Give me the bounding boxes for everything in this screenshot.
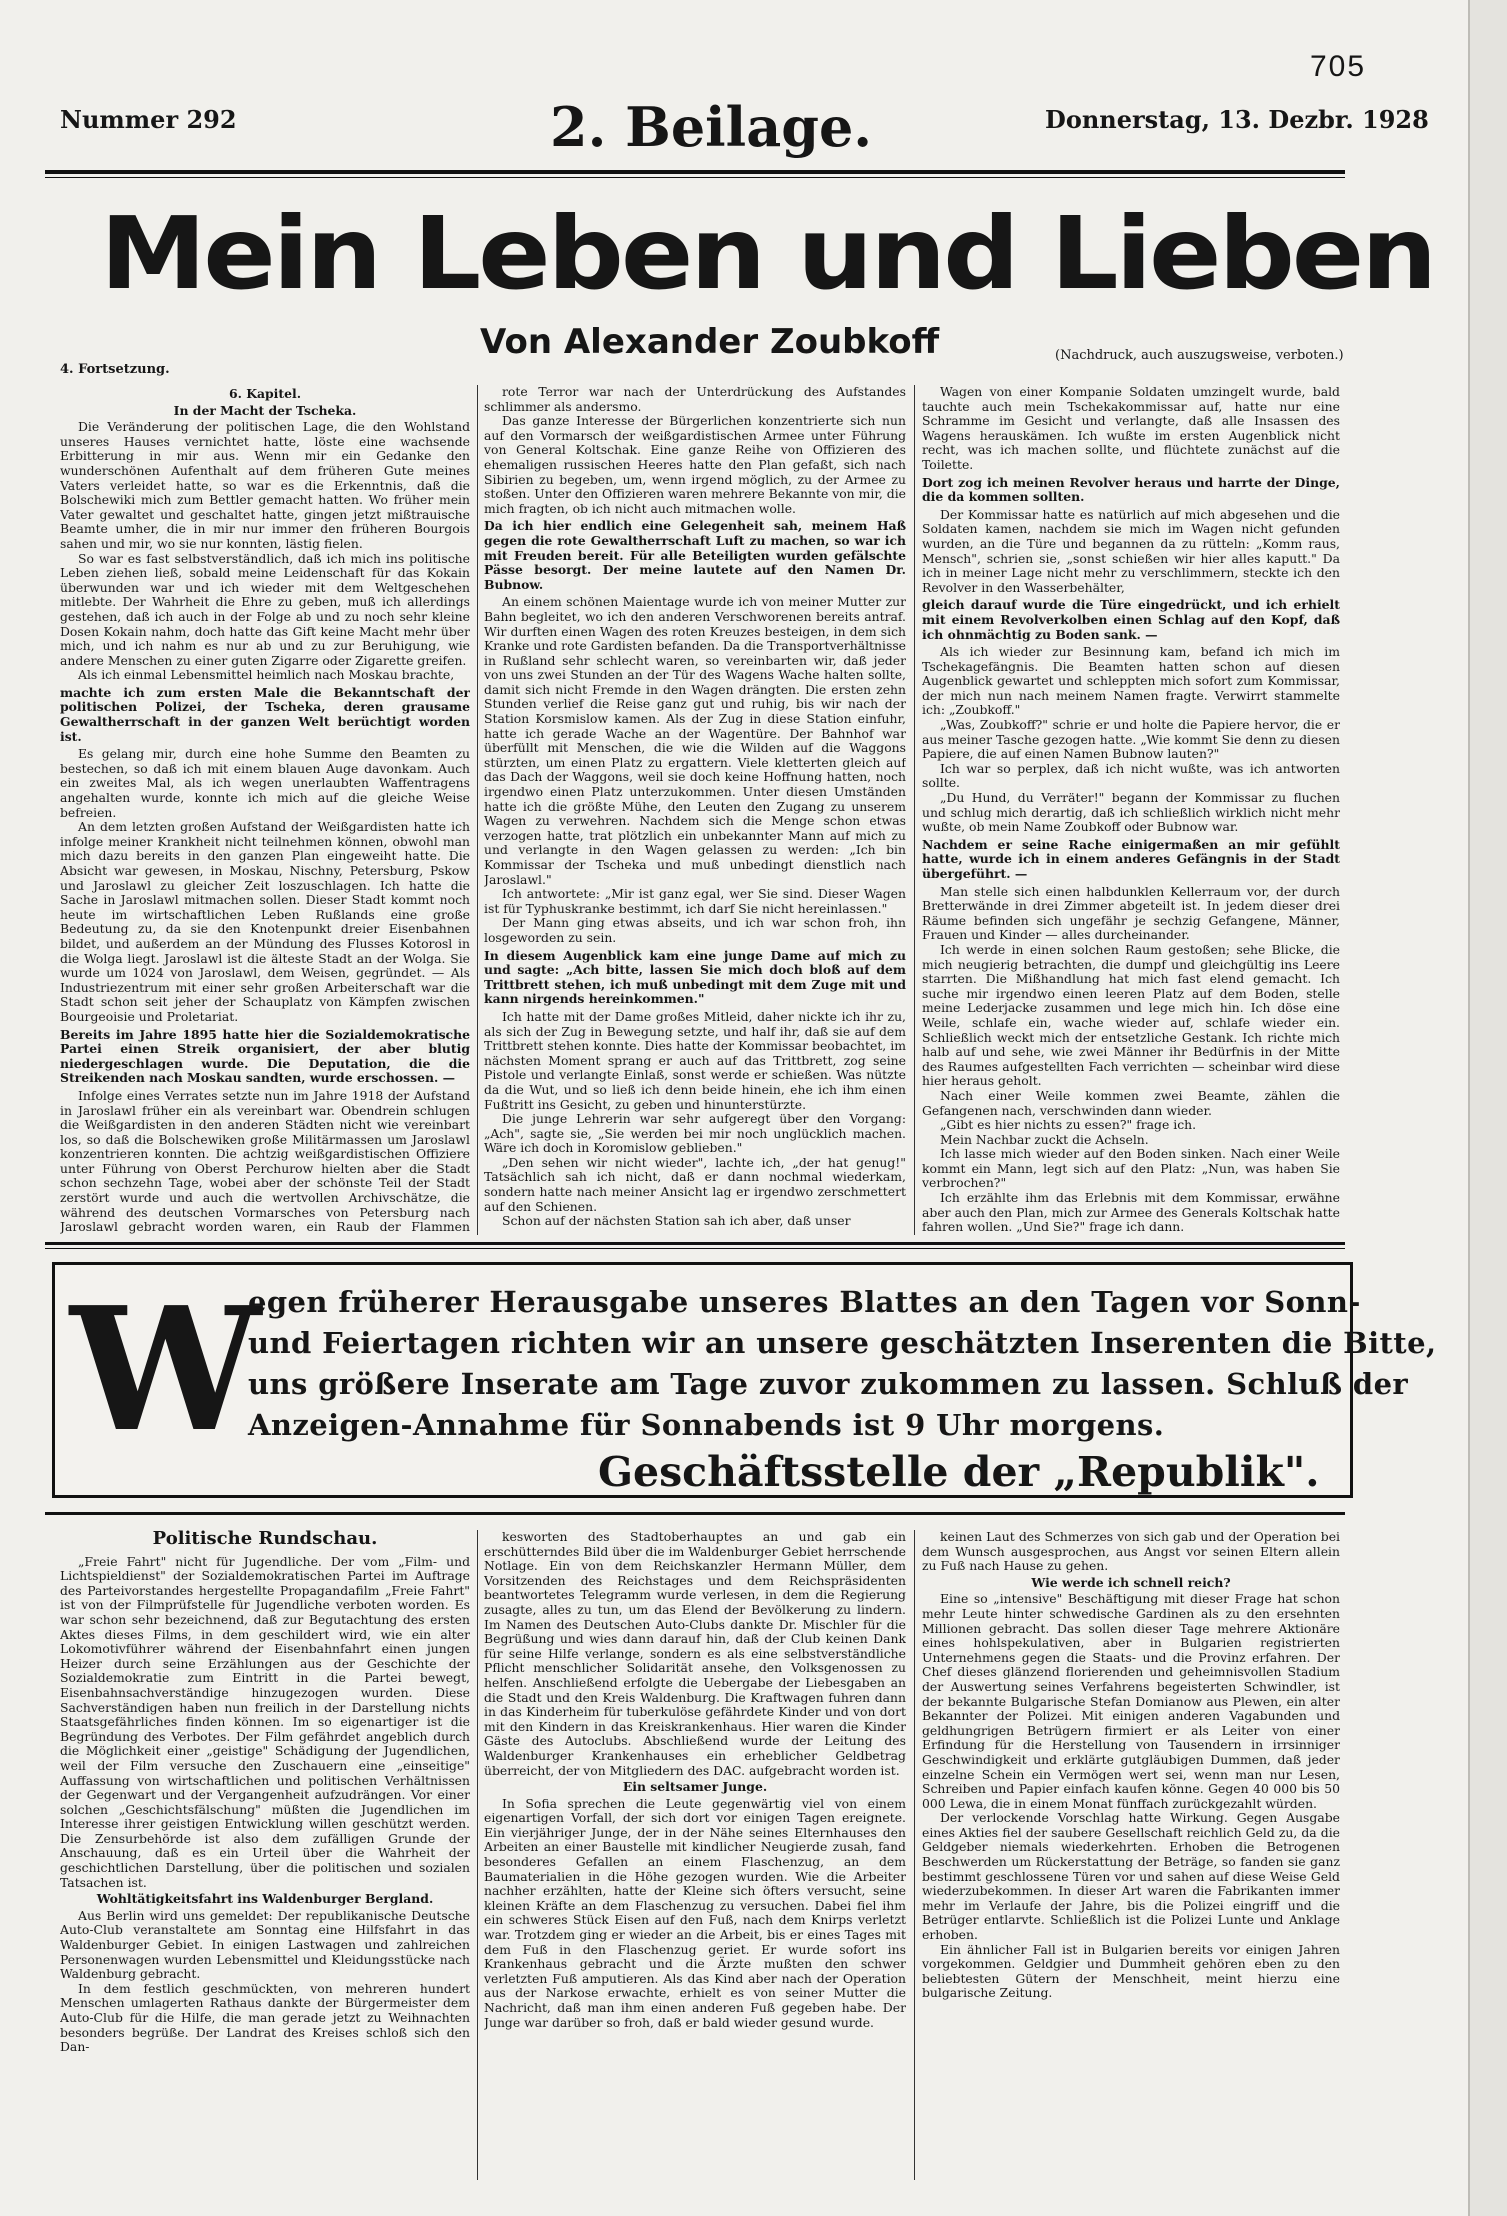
rundschau-column-2 (484, 1530, 906, 2180)
notice-line: Anzeigen-Annahme für Sonnabends ist 9 Uhr morgens. (248, 1408, 1165, 1442)
paragraph: Eine so „intensive" Beschäftigung mit dieser Frage hat schon mehr Leute hinter schwedische Gardinen als zu den ersehnten Millionen gebracht. Das sollen dieser Tage mehrere Aktionäre eines hohlspekulativen, aber in Bulgarien registrierten Unternehmens gegen die Staats- und die Provinz erfahren. Der Chef dieses glänzend florierenden und geheimnisvollen Stadium der Auswertung seines Verfahrens begeisterten Schwindler, ist der bekannte Bulgarische Stefan Domianow aus Plewen, ein alter Bekannter der Polizei. Mit einigen anderen Vagabunden und geldhungrigen Betrügern firmiert er als Leiter von einer Erfindung für die Herstellung von Tausendern in irrsinniger Geschwindigkeit und erklärte gutgläubigen Dummen, daß jeder einzelne Schein ein Vermögen wert sei, wenn man nur Lesen, Schreiben und Papier einfach kaufen könne. Gegen 40 000 bis 50 000 Lewa, die in einem Monat fünffach zurückgezahlt würden. (922, 1591, 1340, 1811)
paragraph: So war es fast selbstverständlich, daß ich mich ins politische Leben ziehen ließ, sobald meine Leidenschaft für das Kokain überwunden war und ich wieder mit dem Weltgeschehen mitlebte. Der Wahrheit die Ehre zu geben, muß ich allerdings gestehen, daß ich auch in der Folge ab und zu noch sehr kleine Dosen Kokain nahm, doch hatte das Gift keine Macht mehr über mich, und ich nahm es nur ab und zu zur Beruhigung, wie andere Menschen zu einer guten Zigarre oder Zigarette greifen. (60, 550, 470, 668)
paragraph: Die junge Lehrerin war sehr aufgeregt über den Vorgang: „Ach", sagte sie, „Sie werden bei mir noch unglücklich machen. Wäre ich doch in Koromislow geblieben." (484, 1111, 906, 1156)
paragraph: „Du Hund, du Verräter!" begann der Kommissar zu fluchen und schlug mich derartig, daß ich schließlich wirklich nicht mehr wußte, ob mein Name Zoubkoff oder Bubnow war. (922, 790, 1340, 835)
continuation-note: 4. Fortsetzung. (60, 362, 170, 377)
paragraph: Die Veränderung der politischen Lage, die den Wohlstand unseres Hauses vernichtet hatte, löste eine wachsende Erbitterung in mir aus. Wenn mir ein Gedanke den wunderschönen Aufenthalt auf dem früheren Gute meines Vaters verleidet hatte, so war es die Erkenntnis, daß die Bolschewiki mich zum Bettler gemacht hatten. Wo früher mein Vater gewaltet und geschaltet hatte, gingen jetzt mißtrauische Beamte umher, die in mir nur immer den früheren Bourgois sahen und mir, wo sie nur konnten, lästig fielen. (60, 419, 470, 551)
paragraph: Der verlockende Vorschlag hatte Wirkung. Gegen Ausgabe eines Akties fiel der saubere Gesellschaft reichlich Geld zu, da die Geldgeber niemals wiederkehrten. Erhoben die Betrogenen Beschwerden um Rückerstattung der Beträge, so fanden sie ganz bestimmt geschlossene Türen vor und sahen auf diese Weise Geld wiederzubekommen. In dieser Art waren die Fabrikanten immer mehr im Verlaufe der Jahre, bis die Polizei eingriff und die Betrüger entlarvte. Schließlich ist die Polizei Lunte und Anklage erhoben. (922, 1810, 1340, 1943)
paragraph: Ich antwortete: „Mir ist ganz egal, wer Sie sind. Dieser Wagen ist für Typhuskranke bestimmt, ich darf Sie nicht hereinlassen." (484, 886, 906, 916)
paragraph: Ein ähnlicher Fall ist in Bulgarien bereits vor einigen Jahren vorgekommen. Geldgier und Dummheit gehören eben zu den beliebtesten Gütern der Menschheit, meint hierzu eine bulgarische Zeitung. (922, 1941, 1340, 2001)
paragraph: Infolge eines Verrates setzte nun im Jahre 1918 der Aufstand in Jaroslawl früher ein als vereinbart war. Obendrein schlugen die Weißgardisten in den anderen Städten nicht wie vereinbart los, so daß die Bolschewiken große Militärmassen um Jaroslawl konzentrieren konnten. Die achtzig weißgardistischen Offiziere unter Führung von Oberst Perchurow hielten aber die Stadt schon sechzehn Tage, wobei aber der schönste Teil der Stadt zerstört wurde und auch die wertvollen Archivschätze, die während des deutschen Vormarsches von Petersburg nach Jaroslawl gebracht worden waren, ein Raub der Flammen (60, 1087, 470, 1235)
paragraph: Ich war so perplex, daß ich nicht wußte, was ich antworten sollte. (922, 760, 1340, 791)
bold-paragraph: In diesem Augenblick kam eine junge Dame auf mich zu und sagte: „Ach bitte, lassen Sie mich doch bloß auf dem Trittbrett stehen, ich muß unbedingt mit dem Zuge mit und kann nirgends hereinkommen." (484, 947, 906, 1007)
notice-dropcap: W (70, 1270, 261, 1470)
bold-paragraph: Da ich hier endlich eine Gelegenheit sah, meinem Haß gegen die rote Gewaltherrschaft Luft zu machen, so war ich mit Freuden bereit. Für alle Beteiligten wurden gefälschte Pässe besorgt. Der meine lautete auf den Namen Dr. Bubnow. (484, 518, 906, 592)
paragraph: Wagen von einer Kompanie Soldaten umzingelt wurde, bald tauchte auch mein Tschekakommissar auf, hatte nur eine Schramme im Gesicht und verlangte, daß alle Insassen des Wagens herauskämen. Ich wußte im ersten Augenblick nicht recht, was ich machen sollte, und flüchtete zunächst auf die Toilette. (922, 385, 1340, 472)
section-rule (45, 1242, 1345, 1245)
paragraph: „Was, Zoubkoff?" schrie er und holte die Papiere hervor, die er aus meiner Tasche gezogen hatte. „Wie kommt Sie denn zu diesen Papiere, die auf einen Namen Bubnow lauten?" (922, 717, 1340, 762)
chapter-number: 6. Kapitel. (228, 386, 302, 401)
bold-paragraph: Nachdem er seine Rache einigermaßen an mir gefühlt hatte, wurde ich in einem anderes Gefängnis in der Stadt übergeführt. — (922, 836, 1340, 881)
paragraph: Man stelle sich einen halbdunklen Kellerraum vor, der durch Bretterwände in drei Zimmer abgeteilt ist. In jedem dieser drei Räume befinden sich ungefähr je sechzig Gefangene, Männer, Frauen und Kinder — alles durcheinander. (922, 883, 1340, 943)
paragraph: In dem festlich geschmückten, von mehreren hundert Menschen umlagerten Rathaus dankte der Bürgermeister dem Auto-Club für die Hilfe, die man gerade jetzt zu Weihnachten besonders begrüße. Der Landrat des Kreises schloß sich den Dan- (60, 1980, 470, 2055)
notice-text (248, 1282, 1437, 1446)
paragraph: kesworten des Stadtoberhauptes an und gab ein erschütterndes Bild über die im Waldenburger Gebiet herrschende Notlage. Ein von dem Reichskanzler Hermann Müller, dem Vorsitzenden des Reichstages und dem Reichspräsidenten beantwortetes Telegramm wurde verlesen, in dem die Regierung zusagte, alles zu tun, um das Elend der Bevölkerung zu lindern. Im Namen des Deutschen Auto-Clubs dankte Dr. Mischler für die Begrüßung und wies dann darauf hin, daß der Club keinen Dank für seine Hilfe verlange, sondern es als eine selbstverständliche Pflicht menschlicher Solidarität ansehe, den Volksgenossen zu helfen. Anschließend erfolgte die Uebergabe der Liebesgaben an die Stadt und den Kreis Waldenburg. Die Kraftwagen fuhren dann in das Kinderheim für tuberkulöse gefährdete Kinder und von dort mit den Kindern in das Kreiskrankenhaus. Hier waren die Kinder Gäste des Autoclubs. Abschließend wurde der Leitung des Waldenburger Krankenhauses ein erheblicher Geldbetrag überreicht, der von Mitgliedern des DAC. aufgebracht worden ist. (484, 1530, 906, 1778)
rundschau-column-1 (60, 1530, 470, 2180)
paragraph: An einem schönen Maientage wurde ich von meiner Mutter zur Bahn begleitet, wo ich den anderen Verschworenen bereits antraf. Wir durften einen Wagen des roten Kreuzes besteigen, in dem sich Kranke und rote Gardisten befanden. Da die Transportverhältnisse in Rußland sehr schlecht waren, so vereinbarten wir, daß jeder von uns zwei Stunden an der Tür des Wagens Wache halten sollte, damit sich nicht Fremde in den Wagen drängten. Die ersten zehn Stunden verlief die Reise ganz gut und ruhig, bis wir nach der Station Korsmislow kamen. Als der Zug in diese Station einfuhr, hatte ich gerade Wache an der Wagentüre. Der Bahnhof war überfüllt mit Menschen, die wie die Wilden auf die Waggons stürzten, um einen Platz zu ergattern. Viele kletterten gleich auf das Dach der Waggons, weil sie doch keine Hoffnung hatten, noch irgendwo einen Platz unterzukommen. Unter diesen Umständen hatte ich die größte Mühe, den Leuten den Zugang zu unserem Wagen zu verwehren. Nachdem sich die Menge schon etwas verzogen hatte, trat plötzlich ein unbekannter Mann auf mich zu und verlangte in den Wagen gelassen zu werden: „Ich bin Kommissar der Tscheka und muß unbedingt dienstlich nach Jaroslawl." (484, 594, 906, 887)
rights-note: (Nachdruck, auch auszugsweise, verboten.) (1055, 348, 1344, 363)
serial-column-2 (484, 385, 906, 1235)
paragraph: Schon auf der nächsten Station sah ich aber, daß unser (502, 1213, 851, 1229)
page-edge (1468, 0, 1507, 2216)
header-rule (45, 170, 1345, 174)
section-rule (45, 1512, 1345, 1515)
paragraph: Ich erzählte ihm das Erlebnis mit dem Kommissar, erwähne aber auch den Plan, mich zur Armee des Generals Koltschak hatte fahren wollen. „Und Sie?" frage ich dann. (922, 1190, 1340, 1235)
paragraph: In Sofia sprechen die Leute gegenwärtig viel von einem eigenartigen Vorfall, der sich dort vor einigen Tagen ereignete. Ein vierjähriger Junge, der in der Nähe seines Elternhauses den Arbeiten an einer Baustelle mit kindlicher Neugierde zusah, fand besonderes Gefallen an einem Flaschenzug, an dem Baumaterialien in die Höhe gezogen wurden. Wie die Arbeiter nachher erzählten, hatte der Kleine sich öfters versucht, seine kleinen Kräfte an dem Flaschenzug zu versuchen. Dabei fiel ihm ein schweres Stück Eisen auf den Fuß, nach dem Knirps verletzt war. Trotzdem ging er wieder an die Arbeit, bis er eines Tages mit dem Fuß in den Flaschenzug geriet. Er wurde sofort ins Krankenhaus gebracht und die Ärzte mußten den schwer verletzten Fuß amputieren. Als das Kind aber nach der Operation aus der Narkose erwachte, erhielt es von seiner Mutter die Nachricht, daß man ihm einen anderen Fuß gegeben habe. Der Junge war darüber so froh, daß er bald wieder gesund wurde. (484, 1795, 906, 2030)
supplement-title: 2. Beilage. (550, 95, 873, 159)
bold-paragraph: Bereits im Jahre 1895 hatte hier die Sozialdemokratische Partei einen Streik organisiert, der aber blutig niedergeschlagen wurde. Die Deputation, die die Streikenden nach Moskau sandten, wurde erschossen. — (60, 1026, 470, 1086)
rundschau-title: Politische Rundschau. (152, 1530, 378, 1549)
paragraph: Ich hatte mit der Dame großes Mitleid, daher nickte ich ihr zu, als sich der Zug in Bewegung setzte, und half ihr, daß sie auf dem Trittbrett stehen konnte. Dies hatte der Kommissar beobachtet, im nächsten Moment sprang er auch auf das Trittbrett, zog seine Pistole und verlangte Einlaß, sonst werde er schießen. Was nützte da die Wut, und so ließ ich denn beide hinein, ehe ich ihm einen Fußtritt ins Gesicht, zu geben und hinunterstürzte. (484, 1008, 906, 1112)
paragraph: „Gibt es hier nichts zu essen?" frage ich. (940, 1117, 1197, 1133)
paragraph: Als ich wieder zur Besinnung kam, befand ich mich im Tschekagefängnis. Die Beamten hatten schon auf diesen Augenblick gewartet und schleppten mich sofort zum Kommissar, der mich nun nach meinem Namen fragte. Verwirrt stammelte ich: „Zoubkoff." (922, 644, 1340, 718)
paragraph: „Freie Fahrt" nicht für Jugendliche. Der vom „Film- und Lichtspieldienst" der Sozialdemokratischen Partei im Auftrage des Parteivorstandes hergestellte Propagandafilm „Freie Fahrt" ist von der Filmprüfstelle für Jugendliche verboten worden. Es war schon sehr bezeichnend, daß zur Begutachtung des ersten Aktes dieses Films, in dem geschildert wird, wie ein alter Lokomotivführer während der Eisenbahnfahrt einen jungen Heizer durch seine Erzählungen aus der Geschichte der Sozialdemokratie zum Eintritt in die Partei bewegt, Eisenbahnsachverständige hinzugezogen wurden. Diese Sachverständigen haben nun freilich in der Darstellung nichts Staatsgefährliches finden können. Im so eigenartiger ist die Begründung des Verbotes. Der Film gefährdet angeblich durch die Möglichkeit einer „geistige" Schädigung der Jugendlichen, weil der Film versuche den Zuschauern eine „einseitige" Auffassung von wirtschaftlichen und politischen Verhältnissen der Gegenwart und der Vergangenheit aufzudrängen. Vor einer solchen „Geschichtsfälschung" müßten die Jugendlichen im Interesse ihrer geistigen Entwicklung willen geschützt werden. Die Zensurbehörde ist also dem zufälligen Grunde der Anschauung, daß es ein Urteil über die Wahrheit der geschichtlichen Darstellung, über die politischen und sozialen Tatsachen ist. (60, 1553, 470, 1890)
notice-line: uns größere Inserate am Tage zuvor zukommen zu lassen. Schluß der (248, 1367, 1409, 1401)
paragraph: Der Mann ging etwas abseits, und ich war schon froh, ihn losgeworden zu sein. (484, 915, 906, 945)
issue-number: Nummer 292 (60, 105, 237, 134)
rundschau-column-3 (922, 1530, 1340, 2180)
paragraph: keinen Laut des Schmerzes von sich gab und der Operation bei dem Wunsch ausgesprochen, aus Angst vor seinen Eltern allein zu Fuß nach Hause zu gehen. (922, 1530, 1340, 1574)
serial-column-3 (922, 385, 1340, 1235)
column-divider (914, 385, 915, 1235)
serial-column-1 (60, 385, 470, 1235)
paragraph: Ich lasse mich wieder auf den Boden sinken. Nach einer Weile kommt ein Mann, legt sich auf den Platz: „Nun, was haben Sie verbrochen?" (922, 1146, 1340, 1191)
column-divider (914, 1530, 915, 2180)
paragraph: An dem letzten großen Aufstand der Weißgardisten hatte ich infolge meiner Krankheit nicht teilnehmen können, obwohl man mich dazu bereits in den ganzen Plan eingeweiht hatte. Die Absicht war gewesen, in Moskau, Nischny, Petersburg, Pskow und Jaroslawl zu gleicher Zeit loszuschlagen. Ich hatte die Sache in Jaroslawl mitmachen sollen. Dieser Stadt kommt noch heute im wirtschaftlichen Leben Rußlands eine große Bedeutung zu, da sie den Knotenpunkt dreier Eisenbahnen bildet, und außerdem an der Mündung des Flusses Kotorosl in die Wolga liegt. Jaroslawl ist die älteste Stadt an der Wolga. Sie wurde um 1024 von Jaroslawl, dem Weisen, gegründet. — Als Industriezentrum mit einer sehr großen Arbeiterschaft war die Stadt schon seit jeher der Schauplatz von Kämpfen zwischen Bourgeoisie und Proletariat. (60, 819, 470, 1024)
header-rule-thin (45, 177, 1345, 178)
bold-paragraph: machte ich zum ersten Male die Bekanntschaft der politischen Polizei, der Tscheka, deren grausame Gewaltherrschaft in der ganzen Welt berüchtigt worden ist. (60, 684, 470, 744)
bold-paragraph: Dort zog ich meinen Revolver heraus und harrte der Dinge, die da kommen sollten. (922, 474, 1340, 505)
column-divider (477, 1530, 478, 2180)
article-heading: Wohltätigkeitsfahrt ins Waldenburger Bergland. (96, 1891, 434, 1907)
paragraph: Es gelang mir, durch eine hohe Summe den Beamten zu bestechen, so daß ich mit einem blauen Auge davonkam. Auch ein zweites Mal, als ich wegen unerlaubten Waffentragens angehalten wurde, konnte ich mich auf die gleiche Weise befreien. (60, 746, 470, 820)
paragraph: Ich werde in einen solchen Raum gestoßen; sehe Blicke, die mich neugierig betrachten, die dumpf und gleichgültig ins Leere starrten. Die Mißhandlung hat mich fast elend gemacht. Ich suche mir irgendwo einen leeren Platz auf dem Boden, stelle meine Lederjacke zusammen und lege mich hin. Ich döse eine Weile, schlafe ein, wache wieder auf, schlafe wieder ein. Schließlich weckt mich der entsetzliche Gestank. Ich richte mich halb auf und sehe, wie zwei Männer ihr Bedürfnis in der Mitte des Raumes aufgestellten Fach verrichten — scheinbar wird diese hier heraus geholt. (922, 941, 1340, 1089)
paragraph: Als ich einmal Lebensmittel heimlich nach Moskau brachte, (78, 667, 455, 683)
column-divider (477, 385, 478, 1235)
paragraph: Mein Nachbar zuckt die Achseln. (940, 1131, 1149, 1147)
paragraph: Der Kommissar hatte es natürlich auf mich abgesehen und die Soldaten kamen, nachdem sie mich im Wagen nicht gefunden wurden, an die Türe und begannen da zu rütteln: „Komm raus, Mensch", schrien sie, „sonst schießen wir hier alles kaputt." Da ich in meiner Lage nicht mehr zu verschlimmern, steckte ich den Revolver in den Wasserbehälter, (922, 506, 1340, 595)
paragraph: Das ganze Interesse der Bürgerlichen konzentrierte sich nun auf den Vormarsch der weißgardistischen Armee unter Führung von General Koltschak. Eine ganze Reihe von Offizieren des ehemaligen russischen Heeres hatte den Plan gefaßt, sich nach Sibirien zu begeben, um, wenn irgend möglich, zu der Armee zu stoßen. Unter den Offizieren waren mehrere Bekannte von mir, die mich fragten, ob ich nicht auch mitmachen wolle. (484, 413, 906, 516)
notice-signature: Geschäftsstelle der „Republik". (598, 1448, 1320, 1496)
chapter-title: In der Macht der Tscheka. (173, 402, 357, 418)
article-heading: Ein seltsamer Junge. (622, 1779, 768, 1795)
issue-date: Donnerstag, 13. Dezbr. 1928 (1045, 105, 1429, 134)
paragraph: rote Terror war nach der Unterdrückung des Aufstandes schlimmer als andersmo. (484, 385, 906, 414)
section-rule-thin (45, 1248, 1345, 1249)
paragraph: Aus Berlin wird uns gemeldet: Der republikanische Deutsche Auto-Club veranstaltete am Sonntag eine Hilfsfahrt in das Waldenburger Gebiet. In einigen Lastwagen und zahlreichen Personenwagen wurden Lebensmittel und Kleidungsstücke nach Waldenburg gebracht. (60, 1907, 470, 1982)
serial-byline: Von Alexander Zoubkoff (480, 322, 940, 362)
paragraph: Nach einer Weile kommen zwei Beamte, zählen die Gefangenen nach, verschwinden dann wieder. (922, 1087, 1340, 1118)
serial-title: Mein Leben und Lieben (100, 195, 1435, 312)
notice-line: und Feiertagen richten wir an unsere geschätzten Inserenten die Bitte, (248, 1326, 1437, 1360)
page-number: 705 (1310, 50, 1367, 83)
notice-line: egen früherer Herausgabe unseres Blattes an den Tagen vor Sonn- (248, 1285, 1361, 1319)
bold-paragraph: gleich darauf wurde die Türe eingedrückt, und ich erhielt mit einem Revolverkolben einen Schlag auf den Kopf, daß ich ohnmächtig zu Boden sank. — (922, 597, 1340, 642)
paragraph: „Den sehen wir nicht wieder", lachte ich, „der hat genug!" Tatsächlich sah ich nicht, daß er dann nochmal wiederkam, sondern hatte nach meiner Ansicht lag er irgendwo zerschmettert auf den Schienen. (484, 1154, 906, 1214)
article-heading: Wie werde ich schnell reich? (1031, 1574, 1231, 1590)
